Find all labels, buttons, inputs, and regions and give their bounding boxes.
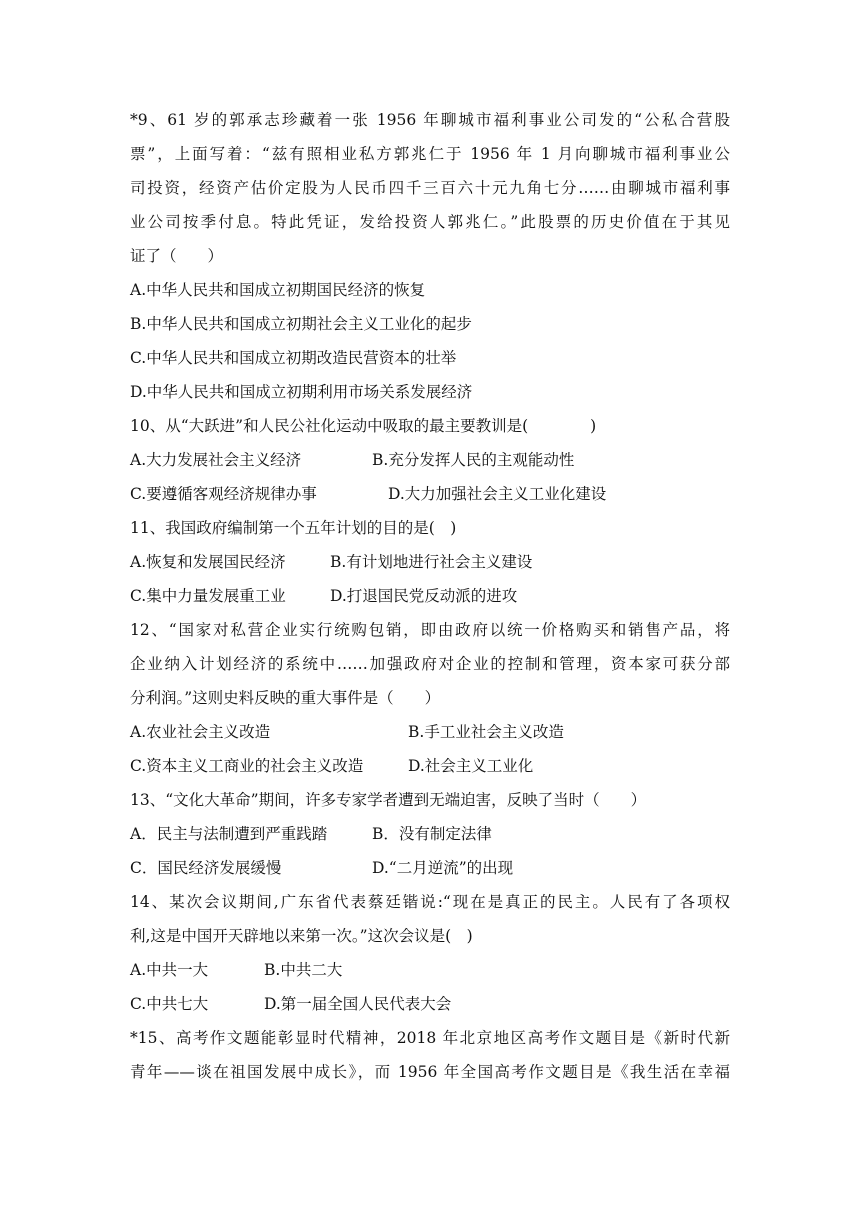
q9-stem-line-2: 票”，上面写着：“兹有照相业私方郭兆仁于 1956 年 1 月向聊城市福利事业公	[130, 145, 730, 163]
q9-option-a: A.中华人民共和国成立初期国民经济的恢复	[130, 281, 426, 299]
q14-option-b: B.中共二大	[264, 961, 343, 979]
q14-stem-line-1: 14、某次会议期间,广东省代表蔡廷锴说:“现在是真正的民主。人民有了各项权	[130, 893, 730, 911]
q10-stem: 10、从“大跃进”和人民公社化运动中吸取的最主要教训是( )	[130, 417, 597, 435]
q9-option-b: B.中华人民共和国成立初期社会主义工业化的起步	[130, 315, 472, 333]
q11-option-c: C.集中力量发展重工业	[130, 587, 286, 605]
q9-stem-line-4: 业公司按季付息。特此凭证，发给投资人郭兆仁。”此股票的历史价值在于其见	[130, 213, 730, 231]
q12-option-b: B.手工业社会主义改造	[408, 723, 564, 741]
q10-option-b: B.充分发挥人民的主观能动性	[372, 451, 575, 469]
q12-stem-line-1: 12、“国家对私营企业实行统购包销，即由政府以统一价格购买和销售产品，将	[130, 621, 730, 639]
q14-stem-line-2: 利,这是中国开天辟地以来第一次。”这次会议是( )	[130, 927, 473, 945]
q13-option-c: C．国民经济发展缓慢	[130, 859, 282, 877]
q13-option-d: D.“二月逆流”的出现	[372, 859, 514, 877]
q11-option-b: B.有计划地进行社会主义建设	[330, 553, 533, 571]
q11-stem: 11、我国政府编制第一个五年计划的目的是( )	[130, 519, 457, 537]
q14-option-c: C.中共七大	[130, 995, 209, 1013]
q10-option-d: D.大力加强社会主义工业化建设	[388, 485, 607, 503]
q11-option-d: D.打退国民党反动派的进攻	[330, 587, 518, 605]
q13-stem: 13、“文化大革命”期间，许多专家学者遭到无端迫害，反映了当时（ ）	[130, 791, 647, 809]
q15-stem-line-1: *15、高考作文题能彰显时代精神，2018 年北京地区高考作文题目是《新时代新	[130, 1029, 730, 1047]
q14-option-d: D.第一届全国人民代表大会	[264, 995, 452, 1013]
q12-option-d: D.社会主义工业化	[408, 757, 534, 775]
q12-stem-line-2: 企业纳入计划经济的系统中……加强政府对企业的控制和管理，资本家可获分部	[130, 655, 730, 673]
q9-option-d: D.中华人民共和国成立初期利用市场关系发展经济	[130, 383, 473, 401]
q9-stem-line-3: 司投资，经资产估价定股为人民币四千三百六十元九角七分……由聊城市福利事	[130, 179, 730, 197]
q9-stem-line-1: *9、61 岁的郭承志珍藏着一张 1956 年聊城市福利事业公司发的“公私合营股	[130, 111, 730, 129]
q14-option-a: A.中共一大	[130, 961, 209, 979]
q12-stem-line-3: 分利润。”这则史料反映的重大事件是（ ）	[130, 689, 441, 707]
q10-option-a: A.大力发展社会主义经济	[130, 451, 302, 469]
q9-option-c: C.中华人民共和国成立初期改造民营资本的壮举	[130, 349, 457, 367]
q10-option-c: C.要遵循客观经济规律办事	[130, 485, 317, 503]
q11-option-a: A.恢复和发展国民经济	[130, 553, 286, 571]
q13-option-b: B．没有制定法律	[372, 825, 492, 843]
q9-stem-line-5: 证了（ ）	[130, 247, 224, 265]
q15-stem-line-2: 青年——谈在祖国发展中成长》，而 1956 年全国高考作文题目是《我生活在幸福	[130, 1063, 730, 1081]
q13-option-a: A．民主与法制遭到严重践踏	[130, 825, 328, 843]
q12-option-a: A.农业社会主义改造	[130, 723, 271, 741]
q12-option-c: C.资本主义工商业的社会主义改造	[130, 757, 364, 775]
